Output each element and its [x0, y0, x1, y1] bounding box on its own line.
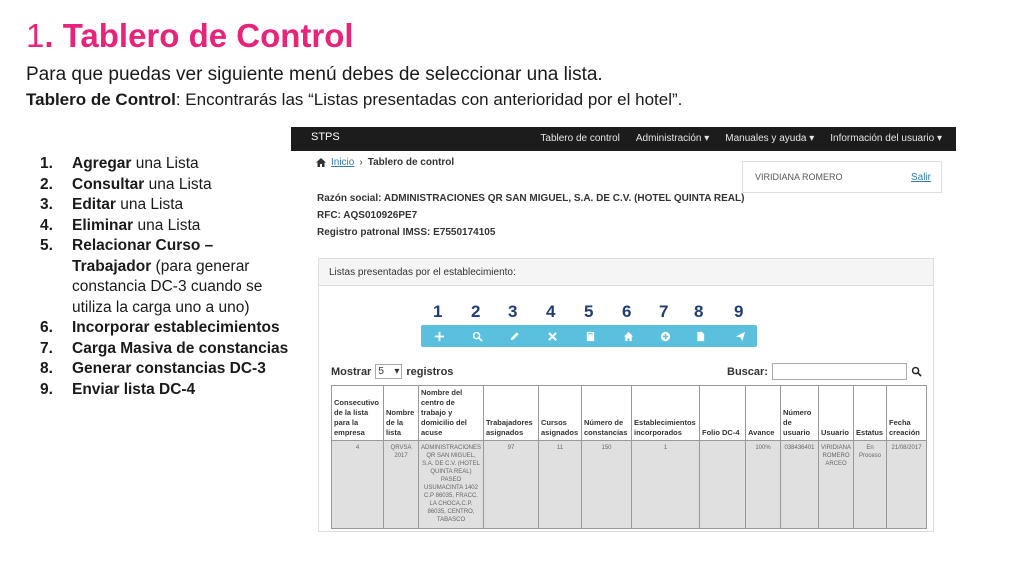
company-name: Razón social: ADMINISTRACIONES QR SAN MIGUEL, S.A. DE C.V. (HOTEL QUINTA REAL) — [317, 193, 745, 204]
logout-link[interactable]: Salir — [911, 172, 932, 183]
table-header-row — [332, 386, 927, 441]
search-icon — [472, 331, 483, 342]
column-header[interactable]: Cursos asignados — [539, 386, 582, 441]
view-list-button[interactable] — [467, 325, 487, 347]
step-rest: (para generar constancia DC-3 cuando se utiliza la carga uno a uno) — [72, 257, 263, 316]
step-rest: una Lista — [133, 216, 201, 234]
column-header[interactable]: Establecimientos incorporados — [632, 386, 700, 441]
step-item — [40, 380, 290, 401]
step-number: 7. — [40, 339, 53, 357]
intro-bold: Tablero de Control — [26, 90, 176, 109]
book-icon — [585, 331, 596, 342]
breadcrumb — [316, 157, 454, 168]
step-bold: Editar — [72, 196, 116, 213]
slide-title-text: . Tablero de Control — [44, 17, 354, 54]
step-number: 5. — [40, 237, 53, 254]
lists-table — [331, 385, 927, 529]
slide-title — [26, 16, 354, 56]
send-icon — [735, 331, 746, 342]
step-bold: Generar constancias DC-3 — [72, 360, 266, 377]
button-number: 5 — [584, 302, 594, 321]
close-icon — [547, 331, 558, 342]
table-cell: 4 — [332, 441, 384, 529]
button-number: 6 — [622, 302, 632, 321]
steps-list — [40, 154, 290, 400]
top-navbar — [291, 127, 956, 151]
nav-item-administracion[interactable]: Administración ▾ — [635, 133, 710, 144]
button-number: 8 — [694, 302, 704, 321]
step-number: 2. — [40, 175, 53, 193]
step-item — [40, 339, 290, 360]
step-item — [40, 216, 290, 237]
table-cell: 1 — [632, 441, 700, 529]
nav-item-tablero[interactable]: Tablero de control — [540, 133, 620, 144]
step-number: 6. — [40, 319, 53, 336]
table-search — [727, 363, 922, 380]
show-label: Mostrar — [331, 365, 372, 378]
action-toolbar — [421, 325, 757, 347]
table-cell: 21/08/2017 — [887, 441, 927, 529]
step-rest: una Lista — [115, 196, 184, 213]
nav-item-usuario[interactable]: Información del usuario ▾ — [830, 133, 942, 144]
button-number: 7 — [659, 302, 669, 321]
table-cell — [700, 441, 746, 529]
page-size-value: 5 — [378, 366, 384, 377]
intro-subtext — [26, 89, 682, 111]
column-header[interactable]: Número de usuario — [781, 386, 819, 441]
table-cell: En Proceso — [854, 441, 887, 529]
search-label: Buscar: — [727, 365, 768, 378]
table-cell: 11 — [539, 441, 582, 529]
breadcrumb-separator: › — [359, 157, 363, 168]
step-item — [40, 359, 290, 380]
button-number: 9 — [734, 302, 744, 321]
breadcrumb-current: Tablero de control — [367, 157, 455, 168]
column-header[interactable]: Estatus — [854, 386, 887, 441]
nav-menu — [540, 133, 942, 144]
table-cell: 150 — [582, 441, 632, 529]
generate-dc3-button[interactable] — [690, 325, 710, 347]
step-rest: una Lista — [131, 155, 199, 172]
button-number: 4 — [546, 302, 556, 321]
user-box — [742, 161, 942, 193]
step-number: 9. — [40, 380, 53, 398]
step-bold: Enviar lista DC-4 — [72, 380, 196, 398]
button-number: 3 — [508, 302, 518, 321]
table-cell: VIRIDIANA ROMERO ARCEO — [819, 441, 854, 529]
step-bold: Eliminar — [72, 216, 134, 234]
step-item — [40, 175, 290, 196]
table-cell: 100% — [746, 441, 781, 529]
table-cell: ADMINISTRACIONES QR SAN MIGUEL, S.A. DE C.V. (HOTEL QUINTA REAL) PASEO USUMACINTA 1402 C.P 86035, FRACC. LA CHOCA,C.P. 86035, CENTRO, TABASCO — [419, 441, 484, 529]
nav-item-manuales[interactable]: Manuales y ayuda ▾ — [725, 133, 815, 144]
column-header[interactable]: Folio DC-4 — [700, 386, 746, 441]
step-item — [40, 236, 290, 318]
button-numbers — [427, 302, 767, 322]
button-number: 2 — [471, 302, 481, 321]
column-header[interactable]: Fecha creación — [887, 386, 927, 441]
file-icon — [695, 331, 706, 342]
company-registro: Registro patronal IMSS: E7550174105 — [317, 227, 496, 238]
table-cell: 97 — [484, 441, 539, 529]
lists-panel — [318, 258, 934, 532]
column-header[interactable]: Usuario — [819, 386, 854, 441]
step-item — [40, 318, 290, 339]
search-input[interactable] — [772, 363, 907, 380]
bulk-upload-button[interactable] — [655, 325, 675, 347]
home-icon — [316, 158, 326, 167]
intro-rest: : Encontrarás las “Listas presentadas con anterioridad por el hotel”. — [175, 90, 683, 109]
step-number: 8. — [40, 360, 53, 377]
column-header[interactable]: Avance — [746, 386, 781, 441]
company-rfc: RFC: AQS010926PE7 — [317, 210, 418, 221]
page-size-control — [331, 364, 453, 379]
step-rest: una Lista — [144, 175, 212, 193]
app-screenshot — [291, 127, 956, 532]
column-header[interactable]: Número de constancias — [582, 386, 632, 441]
user-name: VIRIDIANA ROMERO — [755, 172, 843, 182]
plus-icon — [434, 331, 445, 342]
breadcrumb-home-link[interactable]: Inicio — [331, 157, 355, 168]
table-row[interactable] — [332, 441, 927, 529]
step-bold: Relacionar Curso – Trabajador — [72, 237, 214, 275]
home-icon — [623, 331, 634, 342]
step-bold: Incorporar establecimientos — [72, 319, 280, 336]
button-number: 1 — [433, 302, 443, 321]
column-header[interactable]: Trabajadores asignados — [484, 386, 539, 441]
column-header[interactable]: Nombre de la lista — [384, 386, 419, 441]
delete-list-button[interactable] — [542, 325, 562, 347]
brand-logo[interactable]: STPS — [311, 131, 340, 143]
chevron-down-icon: ▾ — [394, 366, 400, 377]
panel-title: Listas presentadas por el establecimiento: — [319, 259, 933, 286]
search-icon[interactable] — [911, 366, 922, 377]
step-number: 4. — [40, 216, 53, 234]
add-list-button[interactable] — [429, 325, 449, 347]
add-establishment-button[interactable] — [618, 325, 638, 347]
table-cell: QRVSA 2017 — [384, 441, 419, 529]
relate-course-button[interactable] — [580, 325, 600, 347]
slide-title-number: 1 — [26, 17, 45, 54]
column-header[interactable]: Nombre del centro de trabajo y domicilio del acuse — [419, 386, 484, 441]
step-item — [40, 154, 290, 175]
send-dc4-button[interactable] — [730, 325, 750, 347]
step-number: 3. — [40, 196, 53, 213]
circle-plus-icon — [660, 331, 671, 342]
step-item — [40, 195, 290, 216]
page-size-select[interactable] — [375, 364, 402, 379]
pencil-icon — [509, 331, 520, 342]
step-number: 1. — [40, 155, 53, 172]
show-suffix: registros — [406, 365, 454, 378]
intro-text: Para que puedas ver siguiente menú debes de seleccionar una lista. — [26, 64, 603, 85]
table-cell: 038436401 — [781, 441, 819, 529]
edit-list-button[interactable] — [504, 325, 524, 347]
column-header[interactable]: Consecutivo de la lista para la empresa — [332, 386, 384, 441]
step-bold: Consultar — [72, 175, 145, 193]
step-bold: Agregar — [72, 155, 132, 172]
step-bold: Carga Masiva de constancias — [72, 339, 289, 357]
